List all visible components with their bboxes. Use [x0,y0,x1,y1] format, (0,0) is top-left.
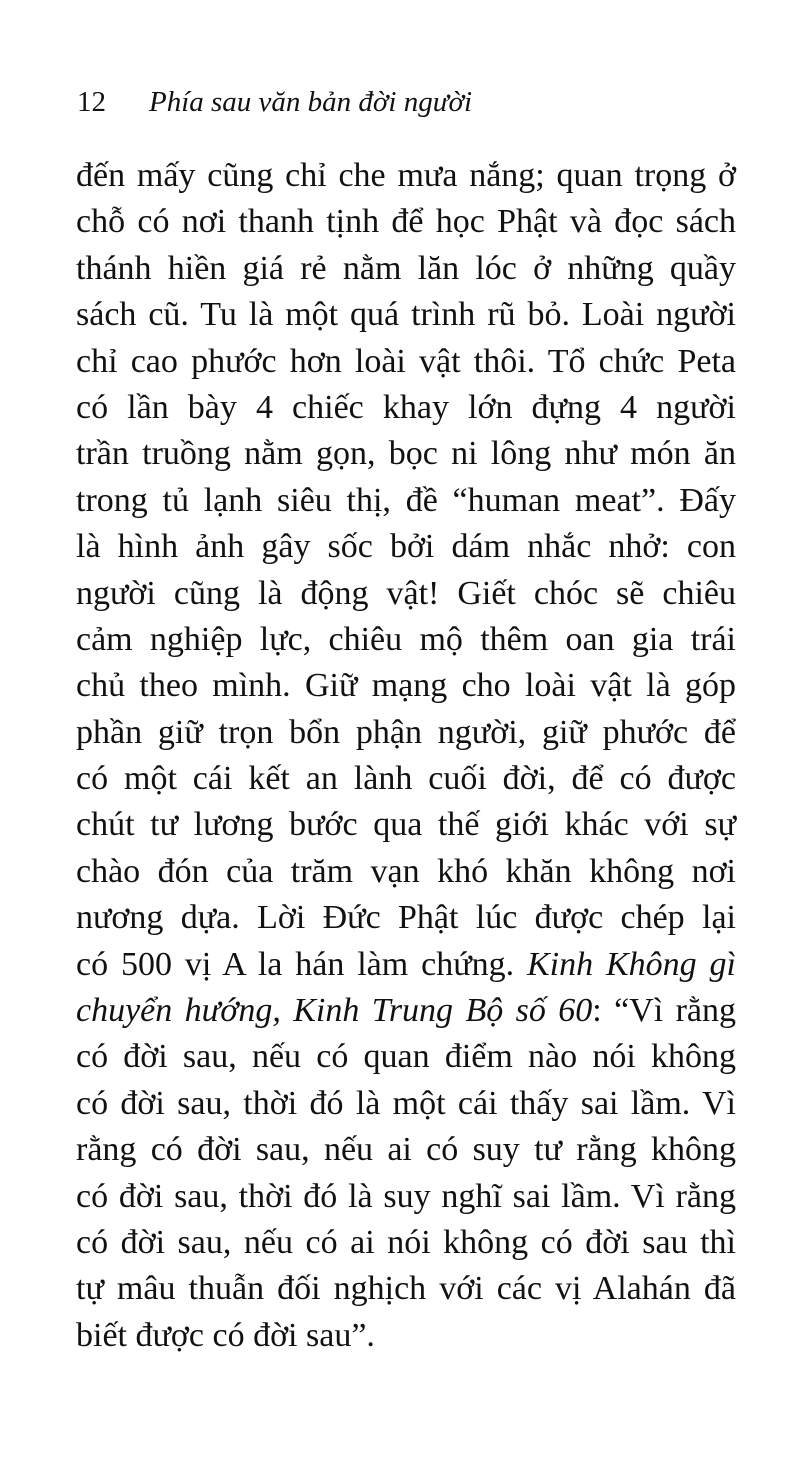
text-line: chỉ cao phước hơn loài vật thôi. Tổ chức Peta [76,342,736,380]
running-header [77,84,472,120]
text-line: trong tủ lạnh siêu thị, đề “human meat”. Đấy [76,481,736,519]
text-line: chỗ có nơi thanh tịnh để học Phật và đọc sách [76,203,736,241]
text-line-last: biết được có đời sau”. [76,1316,375,1354]
text-line: có một cái kết an lành cuối đời, để có được [76,760,736,798]
text-line-with-citation [76,942,736,988]
text-line: phần giữ trọn bổn phận người, giữ phước để [76,713,736,751]
text-line: có đời sau, thời đó là suy nghĩ sai lầm. Vì rằng [76,1177,736,1215]
text-line: nương dựa. Lời Đức Phật lúc được chép lại [76,899,736,937]
text-segment: : “Vì rằng [592,992,736,1030]
text-line: có đời sau, thời đó là một cái thấy sai lầm. Vì [76,1084,736,1122]
text-line: có đời sau, nếu có ai nói không có đời sau thì [76,1223,736,1261]
text-line: chào đón của trăm vạn khó khăn không nơi [76,852,736,890]
text-line-with-citation [76,988,736,1034]
text-line: thánh hiền giá rẻ nằm lăn lóc ở những quầy [76,249,736,287]
page-number: 12 [77,86,106,118]
text-line: chút tư lương bước qua thế giới khác với sự [76,806,736,844]
text-line: tự mâu thuẫn đối nghịch với các vị Alahán đã [76,1270,736,1308]
text-line: cảm nghiệp lực, chiêu mộ thêm oan gia trái [76,620,736,658]
text-line: sách cũ. Tu là một quá trình rũ bỏ. Loài người [76,296,736,334]
text-line: có lần bày 4 chiếc khay lớn đựng 4 người [76,388,736,426]
body-text [76,153,736,1359]
text-line: chủ theo mình. Giữ mạng cho loài vật là góp [76,667,736,705]
sutra-title-italic: Kinh Không gì [527,945,737,983]
text-line: đến mấy cũng chỉ che mưa nắng; quan trọng ở [76,157,736,194]
sutra-title-italic: chuyển hướng, Kinh Trung Bộ số 60 [76,992,593,1030]
book-title: Phía sau văn bản đời người [149,86,473,118]
text-line: là hình ảnh gây sốc bởi dám nhắc nhở: con [76,528,736,566]
text-line: rằng có đời sau, nếu ai có suy tư rằng không [76,1131,736,1169]
text-line: trần truồng nằm gọn, bọc ni lông như món ăn [76,435,736,473]
text-segment: có 500 vị A la hán làm chứng. [76,945,527,983]
text-line: có đời sau, nếu có quan điểm nào nói không [76,1038,736,1076]
text-line: người cũng là động vật! Giết chóc sẽ chiêu [76,574,736,612]
